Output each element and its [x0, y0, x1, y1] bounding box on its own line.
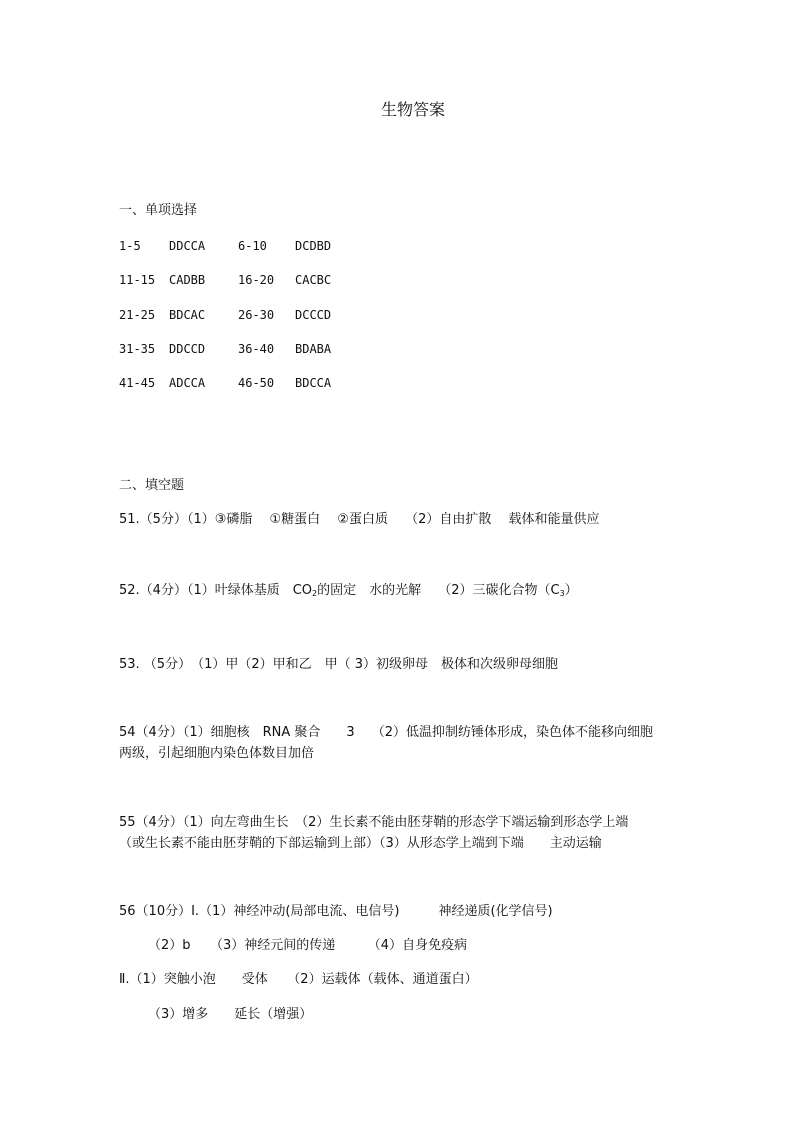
- choice-range: 31-35: [119, 342, 156, 356]
- q52-subscript: 2: [312, 589, 318, 598]
- answer-q56-line2: （2）b （3）神经元间的传递 （4）自身免疫病: [148, 938, 468, 953]
- choice-range: 46-50: [238, 376, 275, 390]
- q52-text: 52.（4分）（1）叶绿体基质 CO: [119, 583, 313, 598]
- answer-q55-line1: 55（4分）（1）向左弯曲生长 （2）生长素不能由胚芽鞘的形态学下端运输到形态学上端: [119, 815, 629, 830]
- answer-q56-line1: 56（10分）Ⅰ.（1）神经冲动(局部电流、电信号) 神经递质(化学信号): [119, 904, 553, 919]
- choice-answers: DCDBD: [295, 239, 332, 253]
- section-heading-fill-in: 二、填空题: [119, 478, 185, 493]
- choice-range: 16-20: [238, 273, 275, 287]
- choice-answers: CADBB: [169, 273, 206, 287]
- choice-answers: BDCAC: [169, 308, 206, 322]
- answer-q52: [119, 584, 578, 598]
- choice-answers: DDCCA: [169, 239, 206, 253]
- page-title: 生物答案: [381, 100, 446, 119]
- answer-q56-line3: Ⅱ.（1）突触小泡 受体 （2）运载体（载体、通道蛋白）: [119, 972, 478, 987]
- section-heading-choice: 一、单项选择: [119, 203, 198, 218]
- choice-answers: BDABA: [295, 342, 332, 356]
- q52-text: 的固定 水的光解 （2）三碳化合物（C: [317, 583, 560, 598]
- choice-range: 21-25: [119, 308, 156, 322]
- choice-range: 1-5: [119, 239, 141, 253]
- choice-range: 36-40: [238, 342, 275, 356]
- choice-range: 41-45: [119, 376, 156, 390]
- choice-answers: ADCCA: [169, 376, 206, 390]
- answer-q55-line2: （或生长素不能由胚芽鞘的下部运输到上部）（3）从形态学上端到下端 主动运输: [119, 836, 602, 851]
- choice-answers: BDCCA: [295, 376, 332, 390]
- answer-q54-line1: 54（4分）（1）细胞核 RNA 聚合 3 （2）低温抑制纺锤体形成，染色体不能移向细胞: [119, 725, 654, 740]
- choice-answers: CACBC: [295, 273, 332, 287]
- answer-q54-line2: 两级，引起细胞内染色体数目加倍: [119, 746, 315, 761]
- answer-q56-line4: （3）增多 延长（增强）: [148, 1007, 313, 1022]
- choice-answers: DCCCD: [295, 308, 332, 322]
- choice-range: 6-10: [238, 239, 267, 253]
- choice-answers: DDCCD: [169, 342, 206, 356]
- answer-q51: 51.（5分）（1）③磷脂 ①糖蛋白 ②蛋白质 （2）自由扩散 载体和能量供应: [119, 512, 600, 527]
- choice-range: 11-15: [119, 273, 156, 287]
- q52-text: ）: [564, 583, 578, 598]
- choice-range: 26-30: [238, 308, 275, 322]
- q52-subscript: 3: [559, 589, 565, 598]
- answer-q53: 53. （5分） （1）甲（2）甲和乙 甲（ 3）初级卵母 极体和次级卵母细胞: [119, 657, 559, 672]
